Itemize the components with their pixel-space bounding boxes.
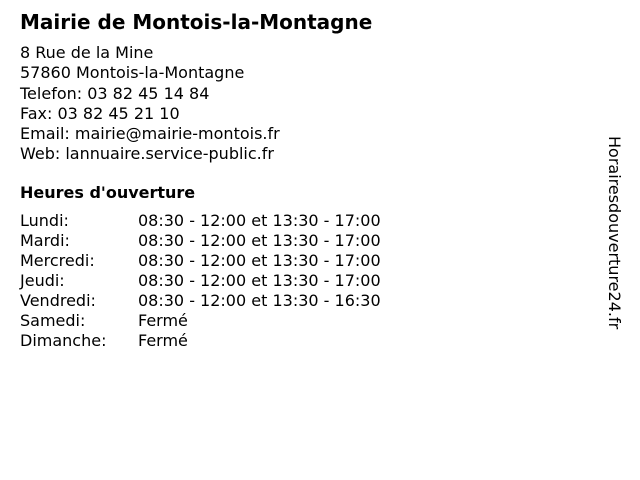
hours-row-thursday <box>20 271 590 291</box>
day-label: Mercredi: <box>20 250 95 270</box>
time-value: 08:30 - 12:00 et 13:30 - 17:00 <box>138 230 381 250</box>
day-label: Jeudi: <box>20 271 65 291</box>
time-value: 08:30 - 12:00 et 13:30 - 17:00 <box>138 271 381 291</box>
day-label: Vendredi: <box>20 291 96 311</box>
place-card <box>20 9 590 351</box>
address-city: 57860 Montois-la-Montagne <box>20 63 245 83</box>
contact-block <box>20 43 590 165</box>
hours-row-saturday <box>20 311 590 331</box>
day-label: Samedi: <box>20 311 86 331</box>
opening-hours-table <box>20 211 590 352</box>
hours-row-tuesday <box>20 231 590 251</box>
time-value: Fermé <box>138 331 188 351</box>
time-value: 08:30 - 12:00 et 13:30 - 17:00 <box>138 210 381 230</box>
opening-hours-heading: Heures d'ouverture <box>20 182 196 202</box>
hours-row-sunday <box>20 331 590 351</box>
phone-line: Telefon: 03 82 45 14 84 <box>20 83 210 103</box>
time-value: Fermé <box>138 311 188 331</box>
day-label: Dimanche: <box>20 331 107 351</box>
hours-row-monday <box>20 211 590 231</box>
time-value: 08:30 - 12:00 et 13:30 - 16:30 <box>138 291 381 311</box>
address-street: 8 Rue de la Mine <box>20 43 154 62</box>
hours-row-wednesday <box>20 251 590 271</box>
brand-watermark: Horairesdouverture24.fr <box>605 136 624 330</box>
web-line: Web: lannuaire.service-public.fr <box>20 144 274 164</box>
place-title: Mairie de Montois-la-Montagne <box>20 10 373 34</box>
fax-line: Fax: 03 82 45 21 10 <box>20 103 180 123</box>
hours-row-friday <box>20 291 590 311</box>
time-value: 08:30 - 12:00 et 13:30 - 17:00 <box>138 250 381 270</box>
day-label: Lundi: <box>20 210 69 230</box>
day-label: Mardi: <box>20 230 70 250</box>
email-line: Email: mairie@mairie-montois.fr <box>20 124 280 144</box>
